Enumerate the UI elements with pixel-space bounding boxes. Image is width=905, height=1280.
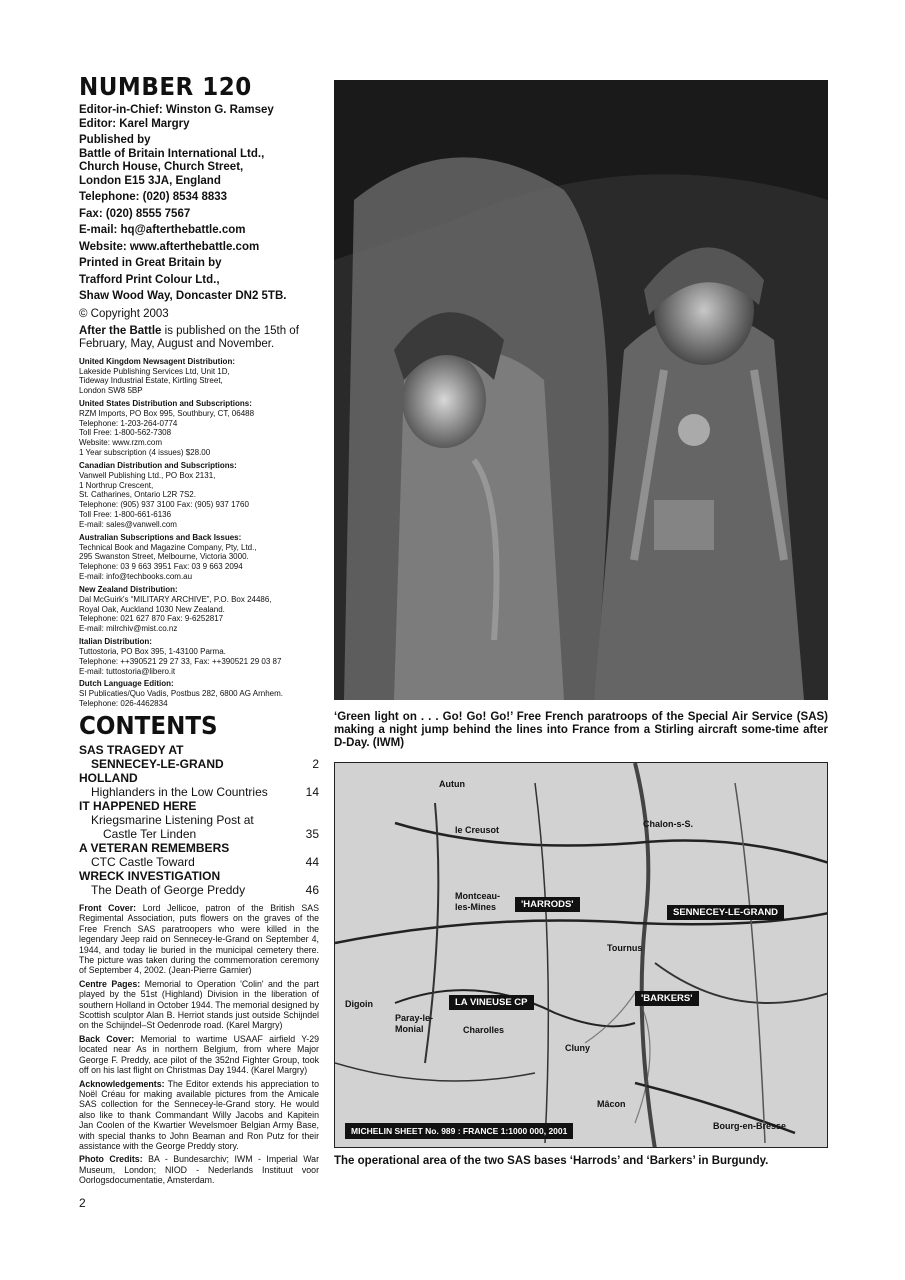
la-vineuse-label: LA VINEUSE CP	[449, 995, 534, 1010]
note-label: Back Cover:	[79, 1033, 135, 1044]
town-charolles: Charolles	[463, 1025, 505, 1035]
note-label: Front Cover:	[79, 903, 137, 914]
toc-entry	[79, 883, 319, 897]
distribution-line: RZM Imports, PO Box 995, Southbury, CT, 06488	[79, 408, 255, 418]
distribution-heading: United States Distribution and Subscriptions:	[79, 398, 252, 408]
note-text: The Editor extends his appreciation to Noël Créau for making available pictures from the Amicale SAS collection for the Sennecey-le-Grand story. He would also like to thank Commandant Willy Jacobs and Kapitein Jan Coolen of the Kwartier Wevelsmoer Belgian Army Base, with special thanks to John Beaman and Ron Putz for their assistance with the George Preddy story.	[79, 1078, 319, 1151]
note-paragraph	[79, 1034, 319, 1076]
distribution-line: 1 Northrup Crescent,	[79, 480, 154, 490]
toc-section-heading: HOLLAND	[79, 771, 138, 786]
harrods-label: 'HARRODS'	[515, 897, 580, 912]
copyright: © Copyright 2003	[79, 307, 169, 320]
printer-line: Shaw Wood Way, Doncaster DN2 5TB.	[79, 290, 287, 302]
burgundy-map	[334, 762, 828, 1148]
publisher-line: London E15 3JA, England	[79, 174, 221, 187]
toc-page-number: 46	[305, 883, 319, 898]
note-paragraph	[79, 903, 319, 976]
distribution-heading: New Zealand Distribution:	[79, 584, 178, 594]
note-label: Acknowledgements:	[79, 1078, 165, 1089]
distribution-block	[79, 461, 319, 530]
publisher-line: Church House, Church Street,	[79, 161, 244, 173]
distribution-line: 295 Swanston Street, Melbourne, Victoria 3000.	[79, 552, 249, 562]
toc-entry	[79, 855, 319, 869]
note-text: Memorial to wartime USAAF airfield Y-29 located near As in northern Belgium, from where Major George F. Preddy, ace pilot of the 352nd Fighter Group, took off on his last flight on Christmas Day 1944. (Karel Margry)	[79, 1033, 319, 1076]
distribution-block	[79, 637, 319, 676]
toc-entry	[79, 827, 319, 841]
distribution-heading: Australian Subscriptions and Back Issues:	[79, 532, 242, 542]
printer-line: Printed in Great Britain by	[79, 257, 222, 269]
toc-entry-title: SENNECEY-LE-GRAND	[91, 757, 224, 772]
publisher-line: Battle of Britain International Ltd.,	[79, 147, 265, 160]
right-column	[334, 80, 828, 1168]
toc-page-number: 14	[305, 785, 319, 800]
masthead	[79, 104, 319, 351]
email: E-mail: hq@afterthebattle.com	[79, 224, 246, 236]
toc-section-heading: IT HAPPENED HERE	[79, 799, 197, 814]
map-roads	[335, 763, 828, 1148]
map-sheet-reference: MICHELIN SHEET No. 989 : FRANCE 1:1000 000, 2001	[345, 1123, 573, 1139]
toc-section-heading: WRECK INVESTIGATION	[79, 869, 221, 884]
editor: Editor: Karel Margry	[79, 117, 190, 130]
town-le-creusot: le Creusot	[455, 825, 500, 835]
printer-line: Trafford Print Colour Ltd.,	[79, 273, 220, 286]
distribution-line: Toll Free: 1-800-562-7308	[79, 428, 172, 438]
distribution-line: E-mail: info@techbooks.com.au	[79, 572, 193, 582]
table-of-contents	[79, 743, 319, 897]
toc-page-number: 44	[305, 855, 319, 870]
publisher-line: Published by	[79, 134, 151, 146]
barkers-label: 'BARKERS'	[635, 991, 699, 1006]
toc-entry-title: CTC Castle Toward	[91, 855, 195, 870]
paratroops-photo-image	[334, 80, 828, 700]
distribution-line: Royal Oak, Auckland 1030 New Zealand.	[79, 604, 225, 614]
distribution-line: London SW8 5BP	[79, 386, 143, 396]
distribution-line: Telephone: 026-4462834	[79, 699, 168, 709]
distribution-line: Dal McGuirk's “MILITARY ARCHIVE”, P.O. Box 24486,	[79, 594, 272, 604]
town-digoin: Digoin	[345, 999, 373, 1009]
distribution-line: SI Publicaties/Quo Vadis, Postbus 282, 6800 AG Arnhem.	[79, 689, 283, 699]
toc-entry-title: Highlanders in the Low Countries	[91, 785, 268, 800]
note-text: Lord Jellicoe, patron of the British SAS Regimental Association, puts flowers on the graves of the Free French SAS paratroopers who were killed in the legendary Jeep raid on Sennecey-le-Grand on September 4, 1944, and today lie buried in the municipal cemetery there. The picture was taken during the commemoration ceremony of September 4, 2002. (Jean-Pierre Garnier)	[79, 903, 319, 976]
distribution-heading: United Kingdom Newsagent Distribution:	[79, 356, 235, 366]
distribution-line: Telephone: ++390521 29 27 33, Fax: ++390521 29 03 87	[79, 656, 282, 666]
distribution-line: Telephone: 021 627 870 Fax: 9-6252817	[79, 614, 224, 624]
distribution-line: E-mail: milrchiv@mist.co.nz	[79, 624, 178, 634]
distribution-line: St. Catharines, Ontario L2R 7S2.	[79, 490, 196, 500]
toc-entry	[79, 813, 319, 827]
toc-entry	[79, 757, 319, 771]
distribution-line: Telephone: (905) 937 3100 Fax: (905) 937 1760	[79, 500, 249, 510]
distribution-block	[79, 679, 319, 709]
publication-name: After the Battle	[79, 324, 162, 337]
distribution-heading: Canadian Distribution and Subscriptions:	[79, 460, 237, 470]
distribution-block	[79, 357, 319, 396]
distribution-heading: Italian Distribution:	[79, 637, 152, 647]
town-macon: Mâcon	[597, 1099, 626, 1109]
town-autun: Autun	[439, 779, 465, 789]
town-bourg: Bourg-en-Bresse	[713, 1121, 787, 1131]
publication-schedule	[79, 325, 319, 351]
notes	[79, 903, 319, 1186]
distribution-line: Vanwell Publishing Ltd., PO Box 2131,	[79, 470, 216, 480]
note-paragraph	[79, 979, 319, 1031]
toc-entry-title: Castle Ter Linden	[103, 827, 197, 842]
note-text: Memorial to Operation 'Colin' and the part played by the 51st (Highland) Division in the liberation of southern Holland in October 1944. The memorial designed by Scottish sculptor Alan B. Herriot stands just outside Schijndel on the Schijndel–St Oedenrode road. (Karel Margry)	[79, 978, 319, 1031]
distribution-line: Technical Book and Magazine Company, Pty, Ltd.,	[79, 542, 257, 552]
town-montceau: Montceau-les-Mines	[455, 891, 500, 912]
town-paray: Paray-le-Monial	[395, 1013, 434, 1034]
distribution-line: Lakeside Publishing Services Ltd, Unit 1D,	[79, 366, 230, 376]
distribution-line: Telephone: 03 9 663 3951 Fax: 03 9 663 2094	[79, 562, 243, 572]
distribution-block	[79, 585, 319, 634]
fax: Fax: (020) 8555 7567	[79, 207, 191, 220]
note-text: BA - Bundesarchiv; IWM - Imperial War Museum, London; NIOD - Nederlands Instituut voor Oorlogsdocumentatie, Amsterdam.	[79, 1154, 319, 1186]
toc-section-heading: A VETERAN REMEMBERS	[79, 841, 230, 856]
note-label: Photo Credits:	[79, 1154, 143, 1165]
town-cluny: Cluny	[565, 1043, 591, 1053]
toc-entry-title: The Death of George Preddy	[91, 883, 246, 898]
toc-page-number: 35	[305, 827, 319, 842]
distribution-block	[79, 399, 319, 458]
editor-in-chief: Editor-in-Chief: Winston G. Ramsey	[79, 104, 274, 116]
publication-schedule-text: is published on the 15th of February, May, August and November.	[79, 324, 299, 350]
contents-title: CONTENTS	[79, 711, 218, 741]
paratroops-photo	[334, 80, 828, 700]
distribution-line: Website: www.rzm.com	[79, 438, 162, 448]
website: Website: www.afterthebattle.com	[79, 240, 260, 253]
note-label: Centre Pages:	[79, 978, 141, 989]
town-tournus: Tournus	[607, 943, 643, 953]
map-caption: The operational area of the two SAS bases ‘Harrods’ and ‘Barkers’ in Burgundy.	[334, 1155, 769, 1167]
distribution-line: E-mail: tuttostoria@libero.it	[79, 666, 176, 676]
toc-entry	[79, 785, 319, 799]
page-number: 2	[79, 1196, 86, 1210]
toc-entry-title: Kriegsmarine Listening Post at	[91, 813, 254, 828]
left-column	[79, 74, 319, 1189]
toc-page-number: 2	[312, 757, 319, 772]
distribution-line: 1 Year subscription (4 issues) $28.00	[79, 448, 211, 458]
note-paragraph	[79, 1079, 319, 1152]
photo-caption: ‘Green light on . . . Go! Go! Go!’ Free French paratroops of the Special Air Service (SAS) making a night jump behind the lines into France from a Stirling aircraft some-time after D-Day. (IWM)	[334, 711, 828, 749]
telephone: Telephone: (020) 8534 8833	[79, 191, 228, 203]
note-paragraph	[79, 1154, 319, 1185]
toc-section-heading: SAS TRAGEDY AT	[79, 743, 184, 758]
distribution-heading: Dutch Language Edition:	[79, 679, 174, 689]
issue-number: NUMBER 120	[79, 72, 252, 102]
distribution-line: Tideway Industrial Estate, Kirtling Street,	[79, 376, 223, 386]
distribution-line: E-mail: sales@vanwell.com	[79, 519, 177, 529]
sennecey-label: SENNECEY-LE-GRAND	[667, 905, 784, 920]
town-chalon: Chalon-s-S.	[643, 819, 694, 829]
distribution-block	[79, 533, 319, 582]
distribution-list	[79, 357, 319, 710]
distribution-line: Tuttostoria, PO Box 395, 1-43100 Parma.	[79, 647, 226, 657]
distribution-line: Telephone: 1-203-264-0774	[79, 418, 178, 428]
distribution-line: Toll Free: 1-800-661-6136	[79, 510, 172, 520]
